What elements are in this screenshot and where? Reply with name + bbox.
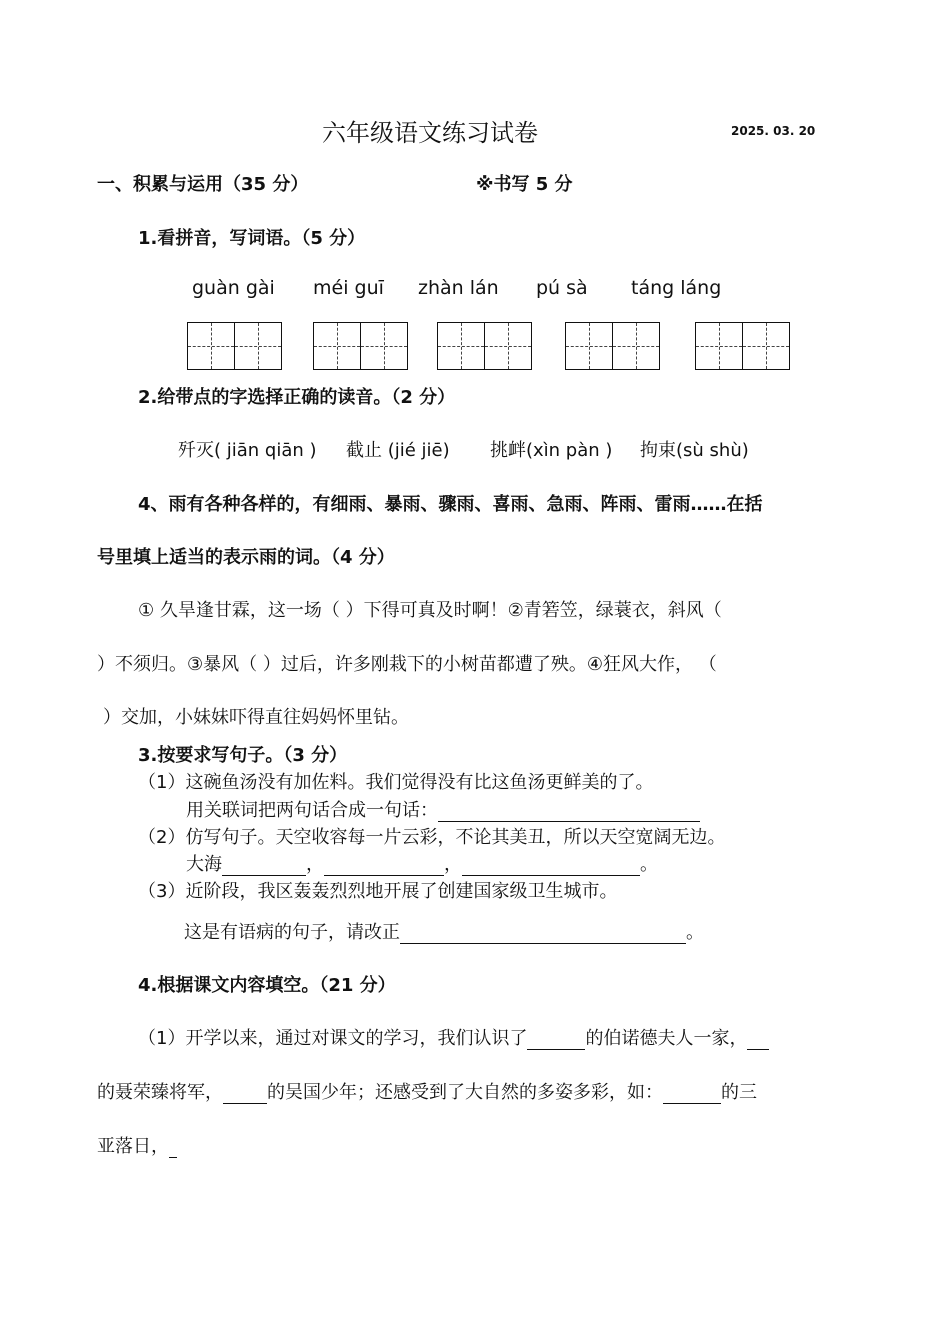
- question-2-heading: 2.给带点的字选择正确的读音。（2 分）: [138, 387, 456, 408]
- comma: ，: [444, 854, 462, 875]
- fill-text: （1）开学以来，通过对课文的学习，我们认识了: [138, 1028, 528, 1049]
- answer-blank[interactable]: [169, 1138, 177, 1158]
- pinyin-4: pú sà: [536, 277, 588, 299]
- question-1-heading: 1.看拼音，写词语。（5 分）: [138, 228, 366, 249]
- sentence-3-correction: [184, 918, 704, 944]
- grid-cell[interactable]: [187, 322, 235, 370]
- question-4-heading: 4.根据课文内容填空。（21 分）: [138, 975, 396, 996]
- page-title: 六年级语文练习试卷: [322, 119, 538, 147]
- reading-choice-1[interactable]: 歼灭( jiān qiān ): [178, 440, 317, 461]
- sentence-1: （1）这碗鱼汤没有加佐料。我们觉得没有比这鱼汤更鲜美的了。: [138, 772, 654, 793]
- rain-fill-line-2[interactable]: ）不须归。③暴风（ ）过后，许多刚栽下的小树苗都遭了殃。④狂风大作， （: [97, 654, 717, 675]
- sentence-3-instruction: 这是有语病的句子，请改正: [184, 922, 400, 943]
- answer-blank[interactable]: [747, 1030, 769, 1050]
- exam-date: 2025. 03. 20: [731, 124, 816, 138]
- grid-cell[interactable]: [695, 322, 743, 370]
- reading-choice-3[interactable]: 挑衅(xìn pàn ): [490, 440, 613, 461]
- reading-choice-4[interactable]: 拘束(sù shù): [640, 440, 749, 461]
- grid-cell[interactable]: [437, 322, 485, 370]
- writing-grid-4[interactable]: [565, 322, 658, 370]
- fill-text: 亚落日，: [97, 1136, 169, 1157]
- pinyin-3: zhàn lán: [418, 277, 499, 299]
- pinyin-2: méi guī: [313, 277, 384, 299]
- grid-cell[interactable]: [360, 322, 408, 370]
- sentence-3: （3）近阶段，我区轰轰烈烈地开展了创建国家级卫生城市。: [138, 881, 618, 902]
- writing-grid-2[interactable]: [313, 322, 406, 370]
- answer-blank[interactable]: [462, 856, 640, 876]
- rain-fill-line-3[interactable]: ）交加，小妹妹吓得直往妈妈怀里钻。: [103, 707, 409, 728]
- sentence-1-instruction-text: 用关联词把两句话合成一句话：: [186, 800, 438, 821]
- answer-blank[interactable]: [663, 1084, 721, 1104]
- answer-blank[interactable]: [324, 856, 444, 876]
- writing-score-note: ※书写 5 分: [476, 174, 573, 195]
- writing-grid-5[interactable]: [695, 322, 788, 370]
- fill-text: 的聂荣臻将军，: [97, 1082, 223, 1103]
- rain-fill-line-1[interactable]: ① 久旱逢甘霖，这一场（ ）下得可真及时啊！②青箬笠，绿蓑衣，斜风（: [138, 600, 722, 621]
- sentence-2-imitation: [186, 850, 658, 876]
- rain-question-line-1: 4、雨有各种各样的，有细雨、暴雨、骤雨、喜雨、急雨、阵雨、雷雨……在括: [138, 494, 763, 515]
- answer-blank[interactable]: [223, 1084, 267, 1104]
- writing-grid-1[interactable]: [187, 322, 280, 370]
- fill-line-3: [97, 1132, 177, 1158]
- fill-text: 的吴国少年；还感受到了大自然的多姿多彩，如：: [267, 1082, 663, 1103]
- answer-blank[interactable]: [527, 1030, 585, 1050]
- comma: ，: [306, 854, 324, 875]
- fill-line-1: [138, 1024, 769, 1050]
- writing-grid-3[interactable]: [437, 322, 530, 370]
- pinyin-1: guàn gài: [192, 277, 275, 299]
- period: 。: [640, 854, 658, 875]
- grid-cell[interactable]: [742, 322, 790, 370]
- grid-cell[interactable]: [313, 322, 361, 370]
- grid-cell[interactable]: [612, 322, 660, 370]
- sentence-1-instruction: [186, 796, 700, 822]
- answer-blank[interactable]: [400, 924, 686, 944]
- sentence-2: （2）仿写句子。天空收容每一片云彩，不论其美丑，所以天空宽阔无边。: [138, 827, 726, 848]
- sentence-2-lead: 大海: [186, 854, 222, 875]
- period: 。: [686, 922, 704, 943]
- reading-choice-2[interactable]: 截止 (jié jiē): [346, 440, 450, 461]
- answer-blank[interactable]: [222, 856, 306, 876]
- section-1-heading: 一、积累与运用（35 分）: [97, 174, 309, 195]
- grid-cell[interactable]: [565, 322, 613, 370]
- grid-cell[interactable]: [484, 322, 532, 370]
- answer-blank[interactable]: [438, 802, 700, 822]
- fill-text: 的三: [721, 1082, 757, 1103]
- fill-text: 的伯诺德夫人一家，: [585, 1028, 748, 1049]
- grid-cell[interactable]: [234, 322, 282, 370]
- question-3-heading: 3.按要求写句子。（3 分）: [138, 745, 348, 766]
- rain-question-line-2: 号里填上适当的表示雨的词。（4 分）: [97, 547, 395, 568]
- pinyin-5: táng láng: [631, 277, 722, 299]
- fill-line-2: [97, 1078, 757, 1104]
